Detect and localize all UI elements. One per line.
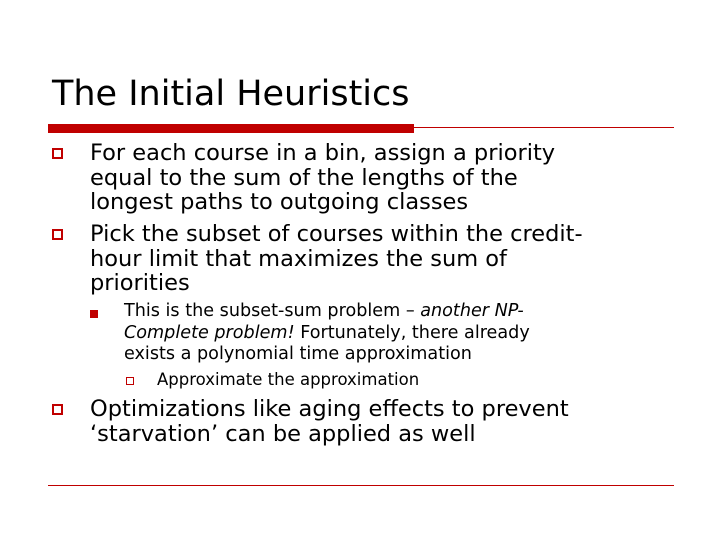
sub-bullet-line: exists a polynomial time approximation xyxy=(124,344,472,364)
sub-bullet-emphasis: another NP- xyxy=(420,301,524,321)
bullet-item xyxy=(90,397,670,446)
sub-bullet-line xyxy=(124,301,664,323)
hollow-square-bullet-icon xyxy=(52,229,63,240)
hollow-square-bullet-icon xyxy=(52,148,63,159)
sub-bullet-emphasis: Complete problem! xyxy=(124,322,295,343)
bullet-line: priorities xyxy=(90,270,190,296)
bullet-line: ‘starvation’ can be applied as well xyxy=(90,420,476,447)
sub-bullet-line xyxy=(124,323,664,345)
slide-title: The Initial Heuristics xyxy=(52,74,410,114)
bullet-line: For each course in a bin, assign a priority xyxy=(90,140,556,166)
bullet-line: equal to the sum of the lengths of the xyxy=(90,164,518,191)
filled-square-bullet-icon xyxy=(90,310,98,318)
bullet-item xyxy=(90,222,670,296)
sub-sub-bullet-line: Approximate the approximation xyxy=(157,370,420,389)
sub-sub-bullet-item xyxy=(157,370,657,390)
footer-rule xyxy=(48,485,674,486)
small-hollow-square-bullet-icon xyxy=(126,377,134,385)
sub-bullet-item xyxy=(124,301,664,366)
hollow-square-bullet-icon xyxy=(52,404,63,415)
bullet-item xyxy=(90,141,670,215)
title-accent-bar xyxy=(48,124,414,133)
bullet-line: Pick the subset of courses within the credit- xyxy=(90,221,583,247)
sub-bullet-text: This is the subset-sum problem – xyxy=(124,301,421,321)
bullet-line: longest paths to outgoing classes xyxy=(90,189,469,215)
bullet-line: Optimizations like aging effects to prevent xyxy=(90,396,569,422)
title-underline xyxy=(48,127,674,128)
bullet-line: hour limit that maximizes the sum of xyxy=(90,245,507,272)
sub-bullet-text: Fortunately, there already xyxy=(294,322,530,343)
